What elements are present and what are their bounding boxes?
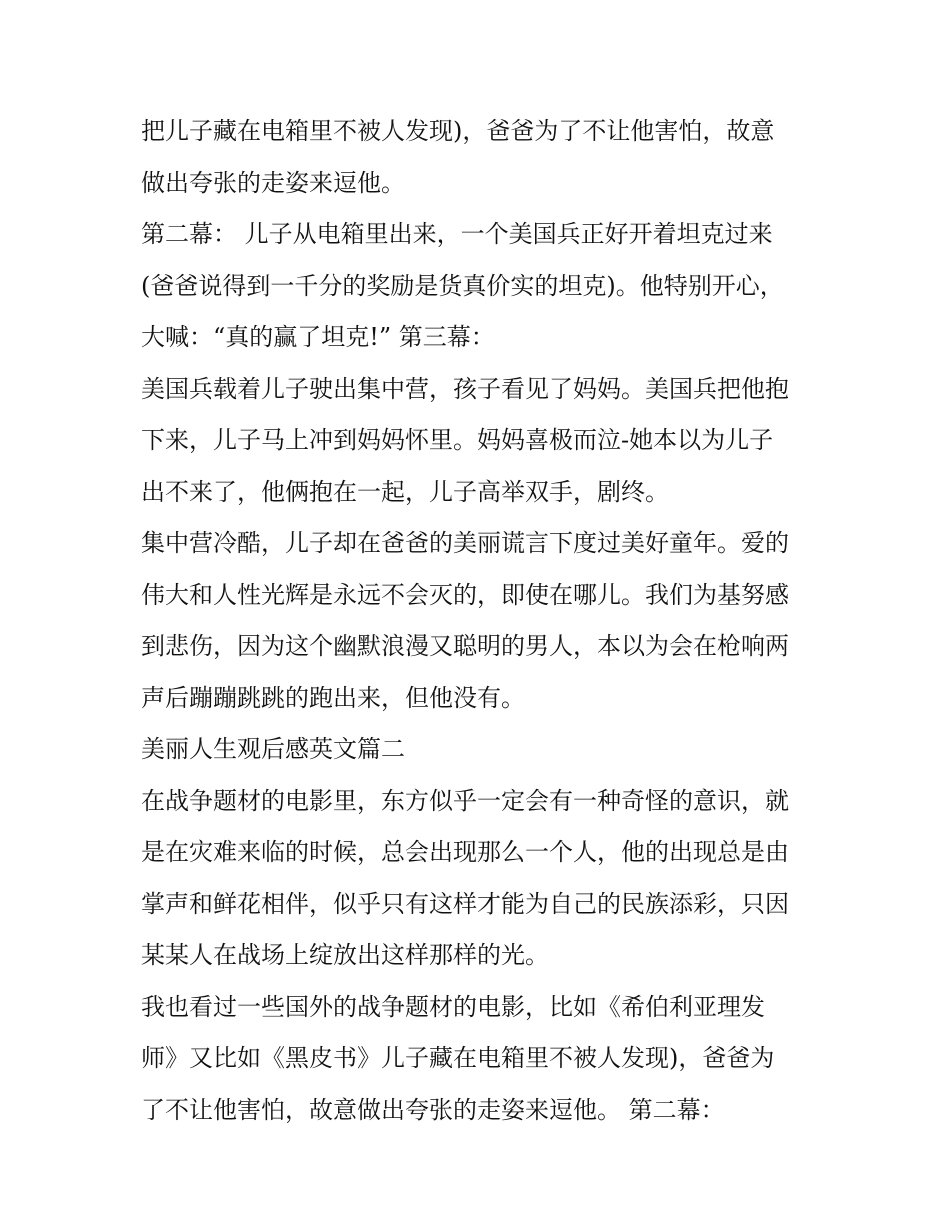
text-line: (爸爸说得到一千分的奖励是货真价实的坦克)。他特别开心，: [141, 271, 784, 300]
document-body: [141, 106, 821, 1136]
text-line: 做出夸张的走姿来逗他。: [141, 168, 405, 197]
text-line: 掌声和鲜花相伴，似乎只有这样才能为自己的民族添彩，只因: [141, 889, 789, 918]
text-line: 出不来了，他俩抱在一起，儿子高举双手，剧终。: [141, 477, 669, 506]
text-line: 把儿子藏在电箱里不被人发现)，爸爸为了不让他害怕，故意: [141, 117, 775, 145]
text-line: 到悲伤，因为这个幽默浪漫又聪明的男人，本以为会在枪响两: [141, 632, 789, 660]
text-line: 声后蹦蹦跳跳的跑出来，但他没有。: [141, 683, 525, 712]
text-line: 在战争题材的电影里，东方似乎一定会有一种奇怪的意识，就: [141, 786, 789, 815]
text-line: 第二幕： 儿子从电箱里出来，一个美国兵正好开着坦克过来: [141, 220, 773, 248]
text-line: 美国兵载着儿子驶出集中营，孩子看见了妈妈。美国兵把他抱: [141, 374, 789, 403]
section-heading: 美丽人生观后感英文篇二: [141, 735, 405, 763]
text-line: 师》又比如《黑皮书》儿子藏在电箱里不被人发现)，爸爸为: [141, 1044, 775, 1072]
text-line: 某某人在战场上绽放出这样那样的光。: [141, 941, 549, 969]
text-line: 大喊：“真的赢了坦克!” 第三幕：: [141, 323, 495, 351]
text-line: 下来，儿子马上冲到妈妈怀里。妈妈喜极而泣-她本以为儿子: [141, 426, 774, 454]
text-line: 是在灾难来临的时候，总会出现那么一个人，他的出现总是由: [141, 838, 789, 866]
text-line: 我也看过一些国外的战争题材的电影，比如《希伯利亚理发: [141, 992, 765, 1021]
text-line: 伟大和人性光辉是永远不会灭的，即使在哪儿。我们为基努感: [141, 580, 789, 609]
text-line: 了不让他害怕，故意做出夸张的走姿来逗他。 第二幕：: [141, 1095, 725, 1124]
text-line: 集中营冷酷，儿子却在爸爸的美丽谎言下度过美好童年。爱的: [141, 529, 789, 557]
